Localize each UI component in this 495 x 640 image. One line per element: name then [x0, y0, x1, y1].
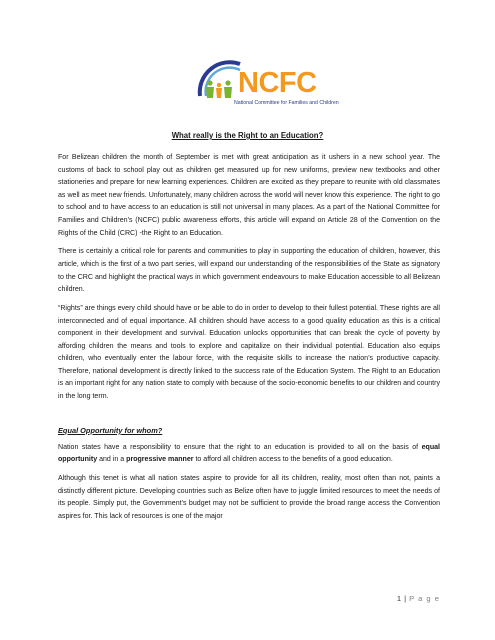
page-footer — [397, 594, 440, 603]
paragraph-1: For Belizean children the month of September is met with great anticipation as it ushers in a new school year. The customs of back to school play out as children get measured up for new uniforms, preview new textbooks and other stationeries and prepare for new learning experiences. Children are excited as they prepare to reunite with old classmates as well as meet new friends. Unfortunately, many children across the world will never know this experience. The right to go to school and to have access to an education is still not universal in many places. As a part of the National Committee for Families and Children’s (NCFC) public awareness efforts, this article will expand on Article 28 of the Convention on the Rights of the Child (CRC) -the Right to an Education. — [58, 154, 440, 237]
text-run: to afford all children access to the benefits of a good education. — [193, 456, 393, 464]
text-run: and in a — [97, 456, 127, 464]
bold-equal-opportunity: equal opportunity — [58, 443, 440, 464]
ncfc-logo — [190, 56, 339, 122]
paragraph-3: “Rights” are things every child should have or be able to do in order to develop to their fullest potential. These rights are all interconnected and of equal importance. All children should have access to a good quality education as this is a critical component in their development and survival. Education unlocks opportunities that can break the cycle of poverty by affording children the means and tools to explore and capitalize on their individual potential. Education also equips children, who eventually enter the labour force, with the requisite skills to increase the nation’s productive capacity. Therefore, national development is directly linked to the success rate of the Education System. The Right to an Education is an important right for any nation state to comply with because of the socio-economic benefits to our children and country in the long term. — [58, 304, 440, 401]
paragraph-2: There is certainly a critical role for parents and communities to play in supporting the education of children, however, this article, which is the first of a two part series, will expand our understanding of the responsibilities of the State as signatory to the CRC and highlight the practical ways in which government endeavours to make Education accessible to all Belizean children. — [58, 248, 440, 294]
logo-acronym: NCFC — [238, 67, 317, 99]
logo-subtitle: National Committee for Families and Children — [234, 100, 339, 106]
section-heading: Equal Opportunity for whom? — [58, 425, 163, 435]
footer-separator: | — [404, 594, 407, 603]
page-number: 1 — [396, 594, 402, 603]
bold-progressive-manner: progressive manner — [126, 456, 194, 464]
section-paragraph-1 — [58, 442, 440, 467]
page-label: P a g e — [409, 594, 440, 603]
article-body — [58, 152, 440, 530]
text-run: Nation states have a responsibility to ensure that the right to an education is provided to all on the basis of — [58, 443, 422, 451]
section-paragraph-2: Although this tenet is what all nation states aspire to provide for all its children, reality, most often than not, paints a distinctly different picture. Developing countries such as Belize often have to juggle limited resources to meet the needs of its people. Simply put, the Government’s budget may not be sufficient to provide the broad range access the Convention aspires for. This lack of resources is one of the major — [58, 475, 440, 520]
article-title: What really is the Right to an Education? — [171, 131, 324, 140]
